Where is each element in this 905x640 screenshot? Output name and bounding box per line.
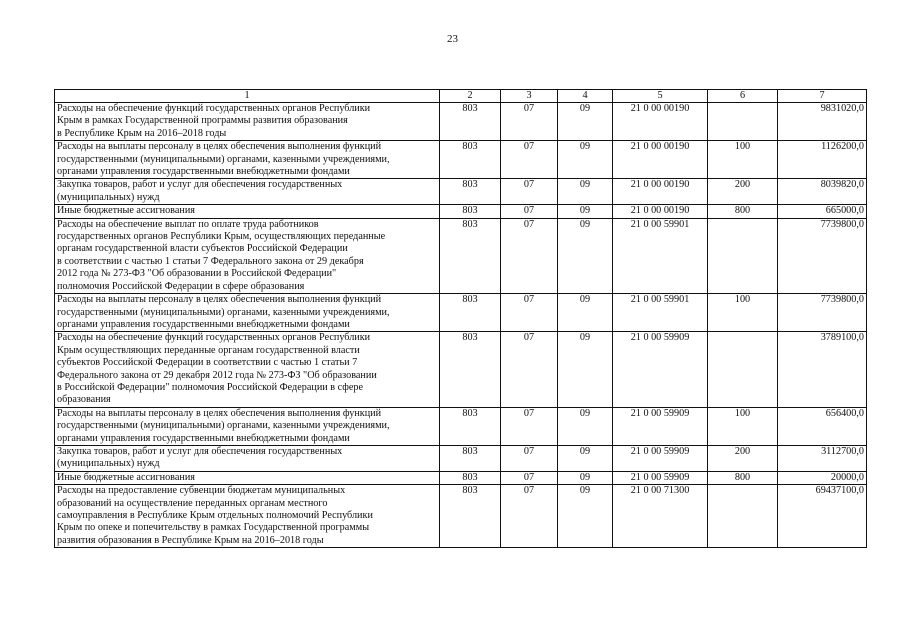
subsection-code-cell: 09 bbox=[558, 103, 613, 141]
row-description bbox=[55, 205, 440, 218]
admin-code-cell: 803 bbox=[440, 471, 501, 484]
description-line: (муниципальных) нужд bbox=[57, 458, 160, 470]
section-code-cell: 07 bbox=[501, 294, 558, 332]
table-row bbox=[55, 218, 867, 293]
row-description bbox=[55, 141, 440, 179]
description-line: (муниципальных) нужд bbox=[57, 191, 160, 203]
description-line: Расходы на обеспечение функций государственных органов Республики bbox=[57, 332, 371, 344]
row-description bbox=[55, 407, 440, 445]
description-line: полномочия Российской Федерации в сфере образования bbox=[57, 280, 305, 292]
table-row bbox=[55, 332, 867, 407]
table-row bbox=[55, 445, 867, 471]
row-description bbox=[55, 485, 440, 548]
row-description bbox=[55, 294, 440, 332]
subsection-code-cell: 09 bbox=[558, 218, 613, 293]
target-article-cell: 21 0 00 59909 bbox=[613, 332, 708, 407]
table-row bbox=[55, 294, 867, 332]
amount-cell: 7739800,0 bbox=[778, 218, 867, 293]
table-row bbox=[55, 179, 867, 205]
row-description bbox=[55, 445, 440, 471]
subsection-code-cell: 09 bbox=[558, 445, 613, 471]
section-code-cell: 07 bbox=[501, 218, 558, 293]
admin-code-cell: 803 bbox=[440, 407, 501, 445]
target-article-cell: 21 0 00 59909 bbox=[613, 407, 708, 445]
amount-cell: 20000,0 bbox=[778, 471, 867, 484]
page-number: 23 bbox=[447, 33, 458, 45]
admin-code-cell: 803 bbox=[440, 445, 501, 471]
section-code-cell: 07 bbox=[501, 141, 558, 179]
description-line: Расходы на выплаты персоналу в целях обеспечения выполнения функций bbox=[57, 141, 382, 153]
target-article-cell: 21 0 00 71300 bbox=[613, 485, 708, 548]
description-line: 2012 года № 273-ФЗ "Об образовании в Российской Федерации" bbox=[57, 268, 337, 280]
section-code-cell: 07 bbox=[501, 471, 558, 484]
section-code-cell: 07 bbox=[501, 205, 558, 218]
amount-cell: 69437100,0 bbox=[778, 485, 867, 548]
description-line: Крым в рамках Государственной программы развития образования bbox=[57, 115, 348, 127]
section-code-cell: 07 bbox=[501, 407, 558, 445]
header-cell: 4 bbox=[558, 90, 613, 103]
amount-cell: 665000,0 bbox=[778, 205, 867, 218]
table-row bbox=[55, 141, 867, 179]
description-line: Закупка товаров, работ и услуг для обеспечения государственных bbox=[57, 179, 343, 191]
description-line: в Республике Крым на 2016–2018 годы bbox=[57, 127, 227, 139]
description-line: Расходы на выплаты персоналу в целях обеспечения выполнения функций bbox=[57, 407, 382, 419]
admin-code-cell: 803 bbox=[440, 218, 501, 293]
expense-type-cell: 100 bbox=[708, 294, 778, 332]
description-line: Федерального закона от 29 декабря 2012 года № 273-ФЗ "Об образовании bbox=[57, 369, 377, 381]
amount-cell: 3789100,0 bbox=[778, 332, 867, 407]
amount-cell: 9831020,0 bbox=[778, 103, 867, 141]
amount-cell: 7739800,0 bbox=[778, 294, 867, 332]
amount-cell: 656400,0 bbox=[778, 407, 867, 445]
expense-type-cell: 800 bbox=[708, 471, 778, 484]
admin-code-cell: 803 bbox=[440, 485, 501, 548]
description-line: развития образования в Республике Крым на 2016–2018 годы bbox=[57, 534, 324, 546]
expense-type-cell: 200 bbox=[708, 445, 778, 471]
description-line: образований на осуществление переданных органам местного bbox=[57, 497, 328, 509]
table-row bbox=[55, 407, 867, 445]
target-article-cell: 21 0 00 00190 bbox=[613, 179, 708, 205]
header-cell: 2 bbox=[440, 90, 501, 103]
description-line: Расходы на предоставление субвенции бюджетам муниципальных bbox=[57, 485, 346, 497]
description-line: в Российской Федерации" полномочия Российской Федерации в сфере bbox=[57, 381, 364, 393]
header-cell: 6 bbox=[708, 90, 778, 103]
admin-code-cell: 803 bbox=[440, 103, 501, 141]
amount-cell: 1126200,0 bbox=[778, 141, 867, 179]
header-cell: 3 bbox=[501, 90, 558, 103]
amount-cell: 3112700,0 bbox=[778, 445, 867, 471]
description-line: государственными (муниципальными) органами, казенными учреждениями, bbox=[57, 153, 390, 165]
target-article-cell: 21 0 00 59909 bbox=[613, 471, 708, 484]
section-code-cell: 07 bbox=[501, 332, 558, 407]
row-description bbox=[55, 332, 440, 407]
expense-type-cell: 200 bbox=[708, 179, 778, 205]
header-cell: 5 bbox=[613, 90, 708, 103]
description-line: Закупка товаров, работ и услуг для обеспечения государственных bbox=[57, 445, 343, 457]
target-article-cell: 21 0 00 00190 bbox=[613, 103, 708, 141]
subsection-code-cell: 09 bbox=[558, 471, 613, 484]
description-line: Расходы на обеспечение выплат по оплате труда работников bbox=[57, 218, 319, 230]
description-line: Иные бюджетные ассигнования bbox=[57, 205, 195, 217]
expense-type-cell: 800 bbox=[708, 205, 778, 218]
admin-code-cell: 803 bbox=[440, 205, 501, 218]
subsection-code-cell: 09 bbox=[558, 332, 613, 407]
description-line: субъектов Российской Федерации в соответствии с частью 1 статьи 7 bbox=[57, 357, 358, 369]
subsection-code-cell: 09 bbox=[558, 141, 613, 179]
row-description bbox=[55, 218, 440, 293]
header-cell: 1 bbox=[55, 90, 440, 103]
target-article-cell: 21 0 00 00190 bbox=[613, 205, 708, 218]
table-row bbox=[55, 471, 867, 484]
expense-type-cell: 100 bbox=[708, 141, 778, 179]
section-code-cell: 07 bbox=[501, 445, 558, 471]
section-code-cell: 07 bbox=[501, 485, 558, 548]
description-line: органами управления государственными внебюджетными фондами bbox=[57, 166, 350, 178]
subsection-code-cell: 09 bbox=[558, 485, 613, 548]
description-line: Крым осуществляющих переданные органам государственной власти bbox=[57, 344, 360, 356]
expense-type-cell bbox=[708, 485, 778, 548]
admin-code-cell: 803 bbox=[440, 179, 501, 205]
table-body bbox=[55, 103, 867, 548]
target-article-cell: 21 0 00 59909 bbox=[613, 445, 708, 471]
description-line: самоуправления в Республике Крым отдельных полномочий Республики bbox=[57, 510, 373, 521]
row-description bbox=[55, 179, 440, 205]
description-line: органам государственной власти субъектов Российской Федерации bbox=[57, 243, 348, 255]
target-article-cell: 21 0 00 59901 bbox=[613, 294, 708, 332]
description-line: образования bbox=[57, 394, 111, 406]
expense-type-cell bbox=[708, 103, 778, 141]
row-description bbox=[55, 471, 440, 484]
target-article-cell: 21 0 00 59901 bbox=[613, 218, 708, 293]
budget-table bbox=[54, 89, 867, 548]
header-cell: 7 bbox=[778, 90, 867, 103]
header-row bbox=[55, 90, 867, 103]
expense-type-cell: 100 bbox=[708, 407, 778, 445]
target-article-cell: 21 0 00 00190 bbox=[613, 141, 708, 179]
description-line: Крым по опеке и попечительству в рамках Государственной программы bbox=[57, 522, 370, 534]
section-code-cell: 07 bbox=[501, 103, 558, 141]
row-description bbox=[55, 103, 440, 141]
expense-type-cell bbox=[708, 332, 778, 407]
subsection-code-cell: 09 bbox=[558, 407, 613, 445]
description-line: государственными (муниципальными) органами, казенными учреждениями, bbox=[57, 306, 390, 318]
table-row bbox=[55, 205, 867, 218]
admin-code-cell: 803 bbox=[440, 141, 501, 179]
description-line: Расходы на обеспечение функций государственных органов Республики bbox=[57, 103, 371, 114]
table-row bbox=[55, 485, 867, 548]
section-code-cell: 07 bbox=[501, 179, 558, 205]
admin-code-cell: 803 bbox=[440, 332, 501, 407]
table-row bbox=[55, 103, 867, 141]
description-line: государственных органов Республики Крым, осуществляющих переданные bbox=[57, 231, 386, 243]
description-line: органами управления государственными внебюджетными фондами bbox=[57, 318, 350, 330]
subsection-code-cell: 09 bbox=[558, 294, 613, 332]
description-line: в соответствии с частью 1 статьи 7 Федерального закона от 29 декабря bbox=[57, 255, 364, 267]
description-line: Иные бюджетные ассигнования bbox=[57, 471, 195, 483]
description-line: государственными (муниципальными) органами, казенными учреждениями, bbox=[57, 420, 390, 432]
expense-type-cell bbox=[708, 218, 778, 293]
description-line: Расходы на выплаты персоналу в целях обеспечения выполнения функций bbox=[57, 294, 382, 306]
amount-cell: 8039820,0 bbox=[778, 179, 867, 205]
subsection-code-cell: 09 bbox=[558, 205, 613, 218]
admin-code-cell: 803 bbox=[440, 294, 501, 332]
subsection-code-cell: 09 bbox=[558, 179, 613, 205]
description-line: органами управления государственными внебюджетными фондами bbox=[57, 432, 350, 444]
